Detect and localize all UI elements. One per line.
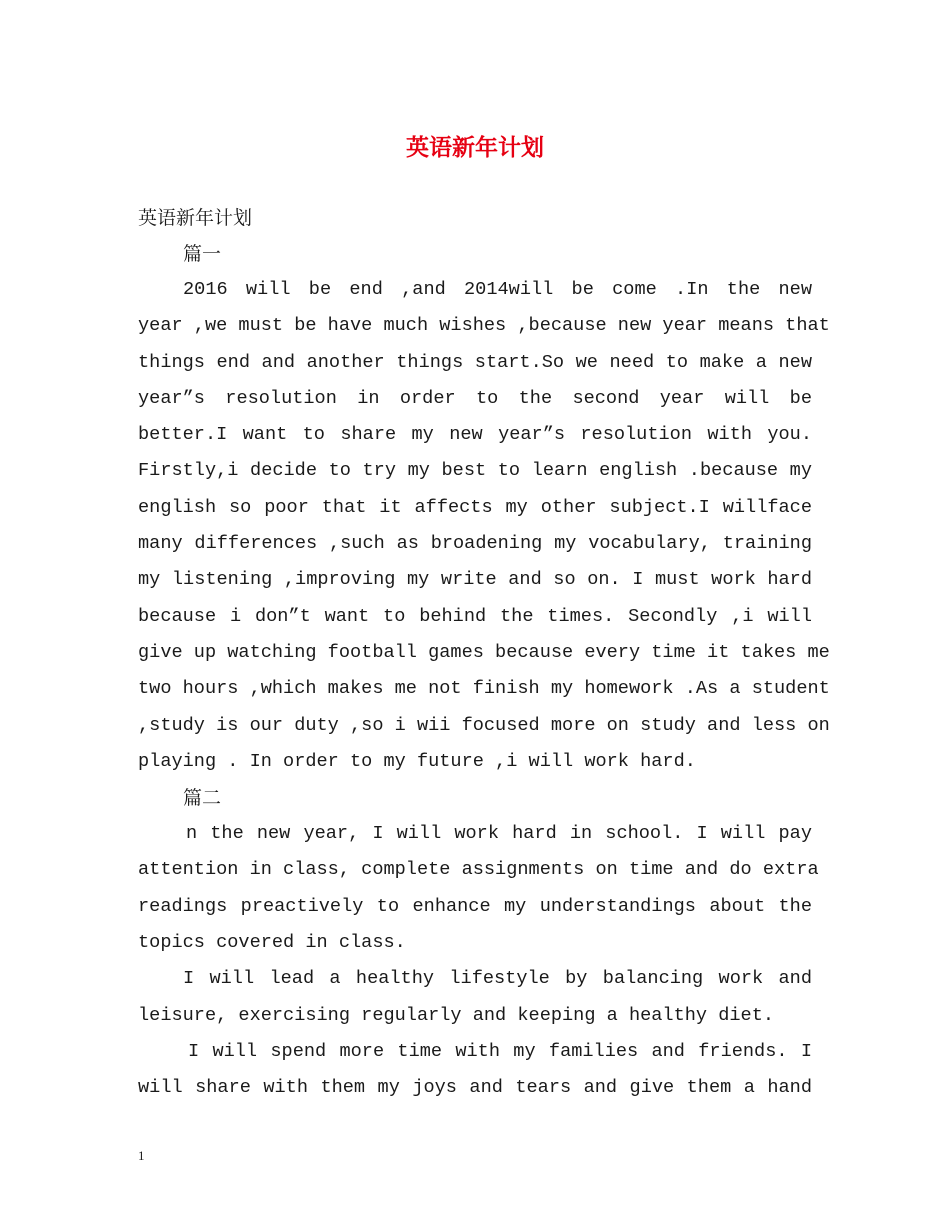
- text-line: topics covered in class.: [138, 932, 406, 954]
- section-label-1: 篇一: [183, 243, 222, 265]
- paragraph-3: [138, 961, 812, 1034]
- text-line: year”s resolution in order to the second year will be: [138, 387, 812, 409]
- text-line: attention in class, complete assignments on time and do extra: [138, 859, 819, 881]
- text-line: I will lead a healthy lifestyle by balancing work and: [183, 968, 812, 990]
- text-line: things end and another things start.So we need to make a new: [138, 351, 812, 373]
- text-line: readings preactively to enhance my understandings about the: [138, 895, 812, 917]
- page-number: 1: [138, 1148, 145, 1163]
- text-line: will share with them my joys and tears and give them a hand: [138, 1077, 812, 1099]
- document-subtitle: 英语新年计划: [138, 207, 253, 229]
- text-line: I will spend more time with my families and friends. I: [188, 1040, 812, 1062]
- document-body: [138, 200, 830, 1107]
- text-line: because i don”t want to behind the times. Secondly ,i will: [138, 605, 812, 627]
- text-line: leisure, exercising regularly and keeping a healthy diet.: [138, 1004, 775, 1026]
- text-line: playing . In order to my future ,i will work hard.: [138, 750, 696, 772]
- text-line: Firstly,i decide to try my best to learn english .because my: [138, 460, 812, 482]
- paragraph-1: [138, 272, 830, 780]
- text-line: better.I want to share my new year”s resolution with you.: [138, 424, 812, 446]
- paragraph-2: [138, 816, 819, 961]
- section-label-2: 篇二: [183, 787, 222, 810]
- paragraph-4: [138, 1034, 812, 1107]
- text-line: 2016 will be end ,and 2014will be come .In the new: [183, 279, 812, 300]
- text-line: give up watching football games because every time it takes me: [138, 641, 830, 663]
- text-line: ,study is our duty ,so i wii focused more on study and less on: [138, 714, 830, 736]
- text-line: n the new year, I will work hard in school. I will pay: [186, 823, 812, 845]
- text-line: year ,we must be have much wishes ,because new year means that: [138, 315, 830, 337]
- text-line: my listening ,improving my write and so on. I must work hard: [138, 569, 812, 591]
- text-line: many differences ,such as broadening my vocabulary, training: [138, 533, 812, 555]
- document-title: 英语新年计划: [406, 134, 544, 161]
- text-line: two hours ,which makes me not finish my homework .As a student: [138, 678, 830, 700]
- text-line: english so poor that it affects my other subject.I willface: [138, 496, 812, 518]
